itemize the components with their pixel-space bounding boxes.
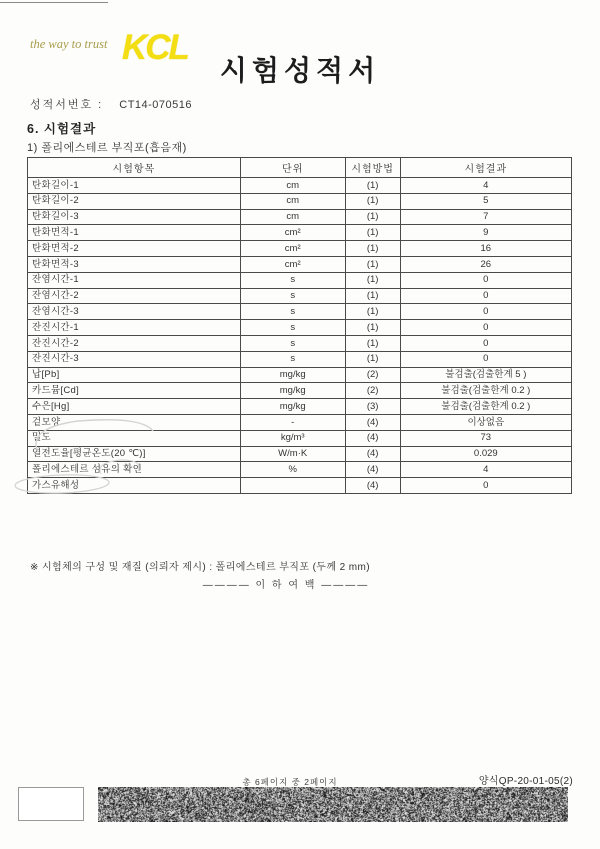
test-method: (2) <box>345 383 400 399</box>
test-item: 수은[Hg] <box>28 399 241 415</box>
test-item: 탄화길이-2 <box>28 193 241 209</box>
unit: cm² <box>240 256 345 272</box>
test-method: (1) <box>345 335 400 351</box>
test-item: 탄화면적-1 <box>28 225 241 241</box>
scan-edge-artifact <box>0 2 108 3</box>
test-result: 16 <box>400 241 571 257</box>
test-result: 0 <box>400 272 571 288</box>
test-result: 4 <box>400 178 571 194</box>
table-row <box>28 304 572 320</box>
test-item: 잔진시간-1 <box>28 320 241 336</box>
test-method: (1) <box>345 178 400 194</box>
unit: cm <box>240 193 345 209</box>
results-table-header <box>28 158 572 178</box>
report-number-label: 성적서번호 : <box>30 99 104 111</box>
test-method: (4) <box>345 414 400 430</box>
unit: cm² <box>240 225 345 241</box>
test-method: (3) <box>345 399 400 415</box>
table-row <box>28 241 572 257</box>
unit: cm <box>240 178 345 194</box>
unit: cm <box>240 209 345 225</box>
unit: s <box>240 320 345 336</box>
table-row <box>28 225 572 241</box>
unit: s <box>240 272 345 288</box>
test-item: 탄화길이-1 <box>28 178 241 194</box>
results-table-body <box>28 178 572 494</box>
test-result: 0 <box>400 288 571 304</box>
unit: s <box>240 304 345 320</box>
test-method: (1) <box>345 225 400 241</box>
test-result: 26 <box>400 256 571 272</box>
test-method: (1) <box>345 241 400 257</box>
test-item: 폴리에스테르 섬유의 확인 <box>28 462 241 478</box>
test-item: 납[Pb] <box>28 367 241 383</box>
table-row <box>28 399 572 415</box>
test-method: (4) <box>345 430 400 446</box>
stamp-box <box>18 787 84 821</box>
test-item: 잔염시간-2 <box>28 288 241 304</box>
column-header-test-result: 시험결과 <box>400 158 571 178</box>
report-number <box>30 96 192 112</box>
test-result: 이상없음 <box>400 414 571 430</box>
unit: s <box>240 351 345 367</box>
table-row <box>28 414 572 430</box>
test-method: (4) <box>345 462 400 478</box>
test-item: 겉모양 <box>28 414 241 430</box>
table-row <box>28 367 572 383</box>
column-header-test-method: 시험방법 <box>345 158 400 178</box>
test-item: 탄화길이-3 <box>28 209 241 225</box>
unit: mg/kg <box>240 383 345 399</box>
test-item: 탄화면적-2 <box>28 241 241 257</box>
footer-page-info: 총 6페이지 중 2페이지 <box>242 777 338 787</box>
test-item: 잔염시간-1 <box>28 272 241 288</box>
test-result: 불검출(검출한계 0.2 ) <box>400 399 571 415</box>
test-result: 0.029 <box>400 446 571 462</box>
column-header-unit: 단위 <box>240 158 345 178</box>
logo-tagline: the way to trust <box>30 37 108 51</box>
table-row <box>28 462 572 478</box>
test-item: 잔염시간-3 <box>28 304 241 320</box>
results-table <box>27 157 572 494</box>
end-of-text-mark: ———— 이 하 여 백 ———— <box>202 580 370 591</box>
table-row <box>28 320 572 336</box>
table-row <box>28 430 572 446</box>
test-method: (2) <box>345 367 400 383</box>
test-item: 카드뮴[Cd] <box>28 383 241 399</box>
test-result: 0 <box>400 335 571 351</box>
test-method: (1) <box>345 320 400 336</box>
test-method: (4) <box>345 446 400 462</box>
test-result: 4 <box>400 462 571 478</box>
unit: mg/kg <box>240 399 345 415</box>
test-result: 불검출(검출한계 0.2 ) <box>400 383 571 399</box>
test-item: 가스유해성 <box>28 478 241 494</box>
unit: s <box>240 335 345 351</box>
test-method: (1) <box>345 304 400 320</box>
test-item: 밀도 <box>28 430 241 446</box>
test-item: 잔진시간-3 <box>28 351 241 367</box>
test-result: 73 <box>400 430 571 446</box>
test-method: (1) <box>345 193 400 209</box>
table-row <box>28 446 572 462</box>
test-result: 7 <box>400 209 571 225</box>
test-item: 잔진시간-2 <box>28 335 241 351</box>
table-row <box>28 478 572 494</box>
test-method: (1) <box>345 272 400 288</box>
test-item: 열전도율[평균온도(20 ℃)] <box>28 446 241 462</box>
table-row <box>28 288 572 304</box>
table-row <box>28 256 572 272</box>
test-result: 0 <box>400 320 571 336</box>
table-row <box>28 193 572 209</box>
unit: % <box>240 462 345 478</box>
unit: W/m·K <box>240 446 345 462</box>
report-number-value: CT14-070516 <box>119 99 193 111</box>
test-result: 0 <box>400 351 571 367</box>
test-method: (4) <box>345 478 400 494</box>
table-row <box>28 335 572 351</box>
test-result: 9 <box>400 225 571 241</box>
table-row <box>28 351 572 367</box>
footer-form-number: 양식QP-20-01-05(2) <box>478 776 573 787</box>
section-subheading: 1) 폴리에스테르 부직포(흡음재) <box>27 142 187 154</box>
table-row <box>28 209 572 225</box>
kcl-logo-text: KCL <box>122 28 188 67</box>
test-method: (1) <box>345 256 400 272</box>
test-result: 5 <box>400 193 571 209</box>
table-row <box>28 178 572 194</box>
test-result: 불검출(검출한계 5 ) <box>400 367 571 383</box>
specimen-note: ※ 시험체의 구성 및 재질 (의뢰자 제시) : 폴리에스테르 부직포 (두께 2 mm) <box>30 562 370 573</box>
test-method: (1) <box>345 288 400 304</box>
column-header-test-item: 시험항목 <box>28 158 241 178</box>
unit: cm² <box>240 241 345 257</box>
security-noise-strip <box>98 787 568 822</box>
page-title: 시험성적서 <box>219 55 381 86</box>
test-item: 탄화면적-3 <box>28 256 241 272</box>
section-heading: 6. 시험결과 <box>27 122 97 136</box>
test-result: 0 <box>400 478 571 494</box>
unit: s <box>240 288 345 304</box>
test-method: (1) <box>345 209 400 225</box>
table-row <box>28 383 572 399</box>
test-method: (1) <box>345 351 400 367</box>
unit <box>240 478 345 494</box>
unit: - <box>240 414 345 430</box>
unit: mg/kg <box>240 367 345 383</box>
test-result: 0 <box>400 304 571 320</box>
unit: kg/m³ <box>240 430 345 446</box>
table-row <box>28 272 572 288</box>
